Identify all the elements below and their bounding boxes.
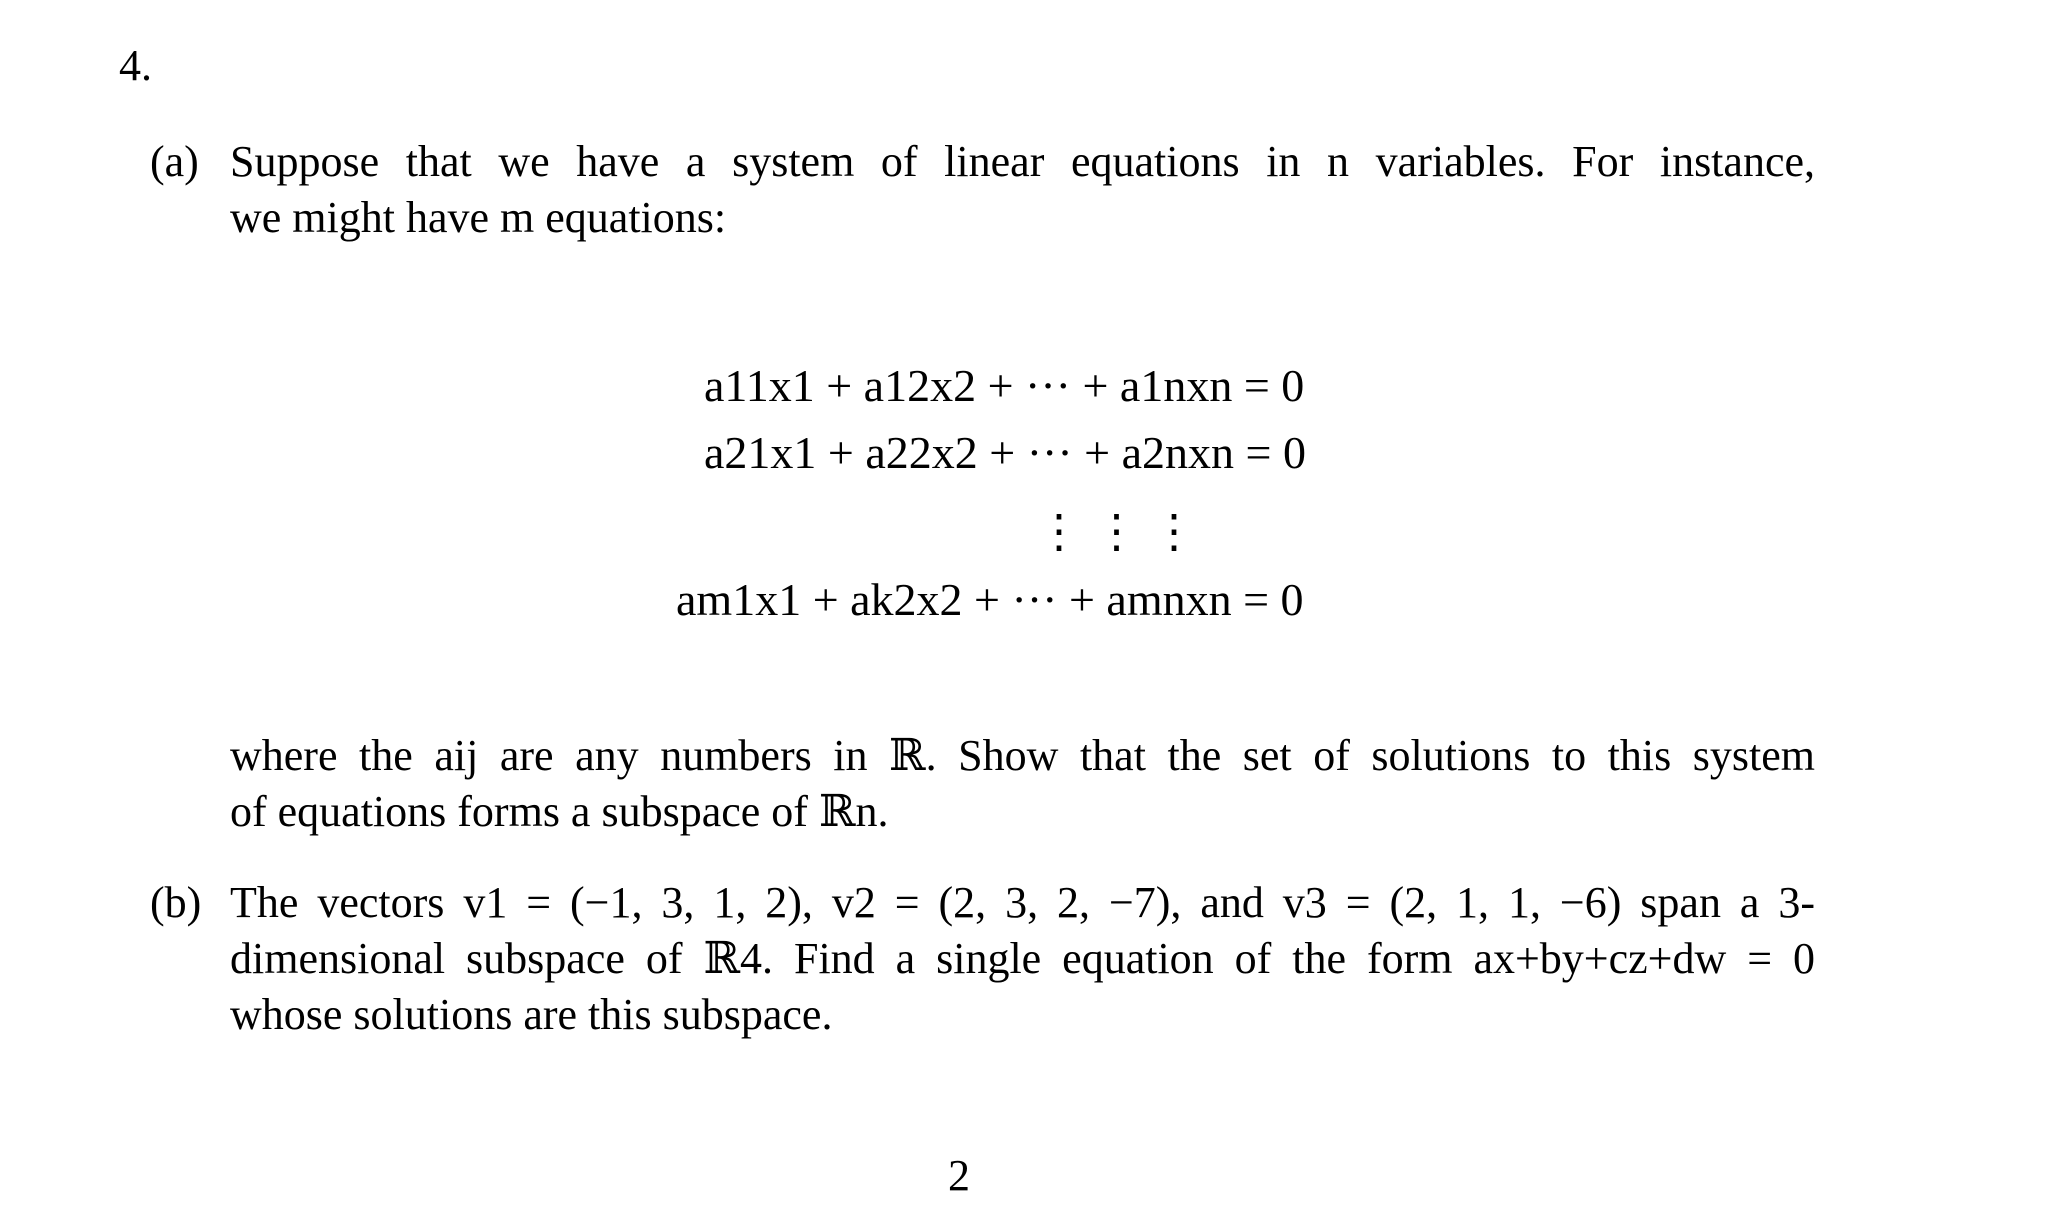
part-b-line1: The vectors v1 = (−1, 3, 1, 2), v2 = (2, 3, 2, −7), and v3 = (2, 1, 1, −6) span a 3- — [230, 878, 1815, 927]
part-a-outro — [230, 728, 1815, 840]
page-number: 2 — [948, 1151, 970, 1200]
equation-row-2: a21x1 + a22x2 + ··· + a2nxn = 0 — [704, 427, 1306, 478]
equation-row-m: am1x1 + ak2x2 + ··· + amnxn = 0 — [676, 574, 1304, 625]
part-b-label: (b) — [150, 878, 202, 927]
part-a-outro-line1: where the aij are any numbers in ℝ. Show that the set of solutions to this system — [230, 731, 1815, 780]
part-a-outro-line2: of equations forms a subspace of ℝn. — [230, 787, 889, 836]
equation-row-1: a11x1 + a12x2 + ··· + a1nxn = 0 — [704, 360, 1305, 411]
part-b-text — [230, 875, 1815, 1043]
part-a-intro-line2: we might have m equations: — [230, 193, 727, 242]
part-a-intro — [230, 134, 1815, 246]
problem-number: 4. — [119, 41, 152, 90]
equation-vdots-row: ⋮ ⋮ ⋮ — [1036, 506, 1197, 557]
part-a-intro-line1: Suppose that we have a system of linear equations in n variables. For instance, — [230, 137, 1815, 186]
part-a-label: (a) — [150, 137, 199, 186]
part-b-line3: whose solutions are this subspace. — [230, 990, 833, 1039]
part-b-line2: dimensional subspace of ℝ4. Find a single equation of the form ax+by+cz+dw = 0 — [230, 934, 1815, 983]
